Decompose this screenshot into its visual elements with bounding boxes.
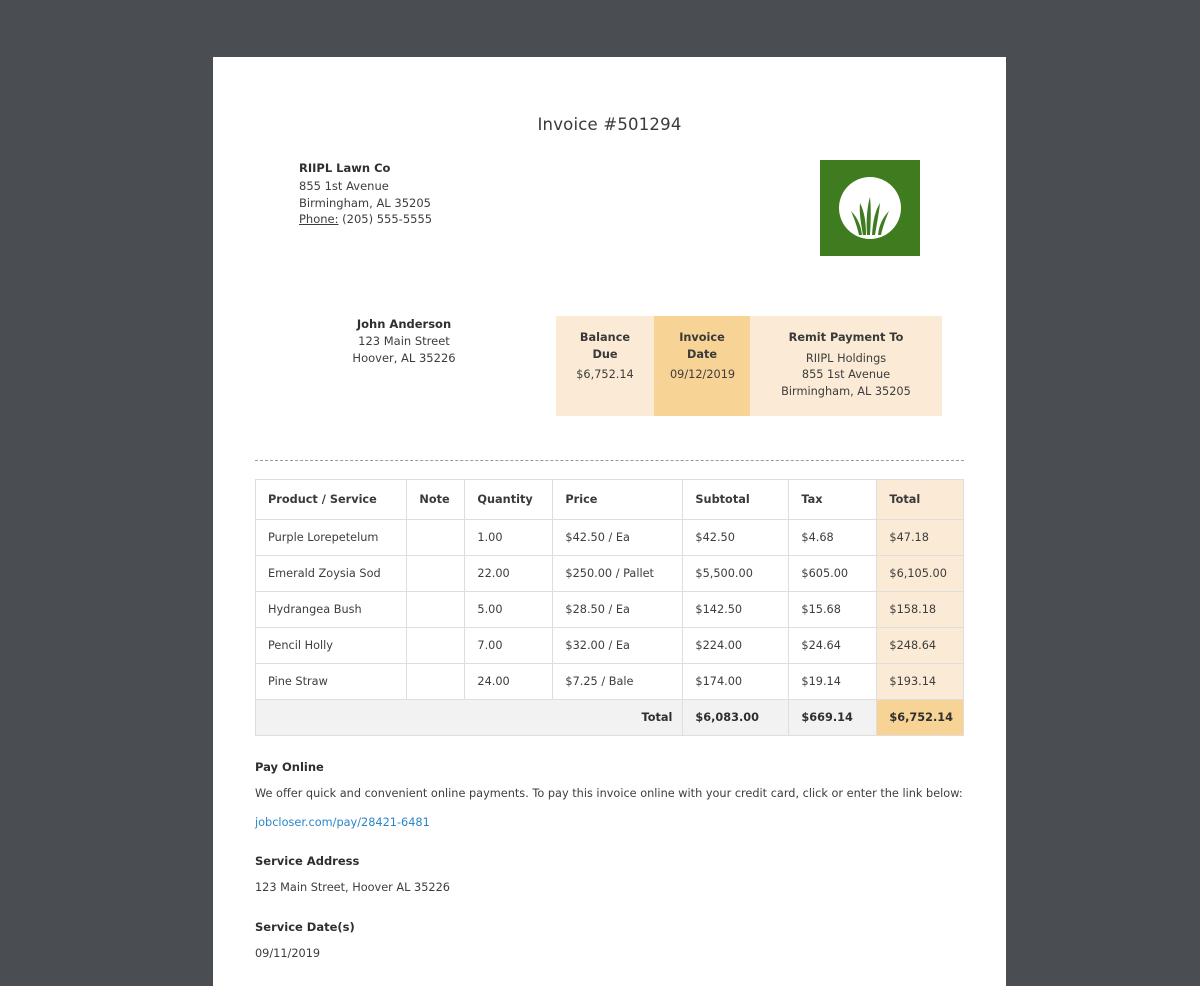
balance-due-label: Balance Due (579, 331, 631, 361)
totals-subtotal: $6,083.00 (683, 700, 789, 736)
table-row (256, 556, 964, 592)
company-phone-value: (205) 555-5555 (342, 212, 433, 227)
table-row (256, 520, 964, 556)
table-row (256, 664, 964, 700)
pay-online-link[interactable]: jobcloser.com/pay/28421-6481 (255, 816, 430, 829)
cell-price: $42.50 / Ea (553, 520, 683, 556)
company-address-line2: Birmingham, AL 35205 (299, 195, 431, 210)
service-address-value: 123 Main Street, Hoover AL 35226 (255, 881, 450, 894)
cell-total: $248.64 (877, 628, 964, 664)
cell-product: Emerald Zoysia Sod (256, 556, 407, 592)
company-phone-label: Phone: (299, 212, 339, 227)
company-address-line1: 855 1st Avenue (299, 178, 389, 193)
remit-line3: Birmingham, AL 35205 (781, 384, 911, 398)
cell-quantity: 5.00 (465, 592, 553, 628)
invoice-date-label: Invoice Date (679, 331, 725, 361)
grass-logo-icon (839, 177, 901, 239)
balance-due-value: $6,752.14 (576, 368, 634, 381)
header-subtotal: Subtotal (683, 480, 789, 520)
totals-row (256, 700, 964, 736)
header-tax: Tax (789, 480, 877, 520)
cell-total: $158.18 (877, 592, 964, 628)
company-logo (820, 160, 920, 256)
company-block (255, 160, 432, 228)
company-phone-row (299, 211, 432, 228)
cell-quantity: 24.00 (465, 664, 553, 700)
cell-price: $28.50 / Ea (553, 592, 683, 628)
cell-tax: $605.00 (789, 556, 877, 592)
remit-line1: RIIPL Holdings (805, 351, 887, 365)
remit-payment-label: Remit Payment To (788, 331, 904, 344)
cell-subtotal: $142.50 (683, 592, 789, 628)
invoice-date-cell (654, 316, 750, 416)
section-divider (255, 460, 964, 461)
bill-to-block (299, 316, 509, 367)
cell-note (407, 556, 465, 592)
bill-to-address-line2: Hoover, AL 35226 (352, 351, 456, 365)
cell-note (407, 592, 465, 628)
invoice-page (213, 57, 1006, 986)
cell-product: Pencil Holly (256, 628, 407, 664)
cell-subtotal: $42.50 (683, 520, 789, 556)
billing-summary-row (255, 316, 964, 416)
cell-quantity: 7.00 (465, 628, 553, 664)
cell-subtotal: $174.00 (683, 664, 789, 700)
cell-price: $7.25 / Bale (553, 664, 683, 700)
cell-total: $6,105.00 (877, 556, 964, 592)
cell-tax: $15.68 (789, 592, 877, 628)
cell-tax: $19.14 (789, 664, 877, 700)
cell-quantity: 22.00 (465, 556, 553, 592)
cell-product: Purple Lorepetelum (256, 520, 407, 556)
line-items-body (256, 520, 964, 736)
totals-label: Total (256, 700, 683, 736)
table-row (256, 628, 964, 664)
header-total: Total (877, 480, 964, 520)
balance-due-cell (556, 316, 654, 416)
header-row (255, 160, 964, 256)
cell-product: Hydrangea Bush (256, 592, 407, 628)
table-header-row (256, 480, 964, 520)
totals-tax: $669.14 (789, 700, 877, 736)
cell-total: $47.18 (877, 520, 964, 556)
cell-note (407, 628, 465, 664)
remit-payment-cell (750, 316, 942, 416)
cell-tax: $4.68 (789, 520, 877, 556)
pay-online-body: We offer quick and convenient online payments. To pay this invoice online with your credit card, click or enter the link below: (255, 787, 963, 800)
cell-note (407, 520, 465, 556)
service-dates-heading: Service Date(s) (255, 920, 355, 934)
header-price: Price (553, 480, 683, 520)
service-dates-value: 09/11/2019 (255, 947, 321, 960)
table-row (256, 592, 964, 628)
company-name: RIIPL Lawn Co (299, 161, 391, 175)
summary-table (556, 316, 942, 416)
pay-online-heading: Pay Online (255, 760, 324, 774)
cell-note (407, 664, 465, 700)
invoice-date-value: 09/12/2019 (670, 368, 736, 381)
cell-quantity: 1.00 (465, 520, 553, 556)
page-title: Invoice #501294 (537, 115, 682, 134)
cell-price: $32.00 / Ea (553, 628, 683, 664)
remit-line2: 855 1st Avenue (801, 368, 891, 381)
cell-subtotal: $5,500.00 (683, 556, 789, 592)
invoice-sheet (213, 57, 1006, 986)
header-note: Note (407, 480, 465, 520)
cell-price: $250.00 / Pallet (553, 556, 683, 592)
cell-product: Pine Straw (256, 664, 407, 700)
line-items-table (255, 479, 964, 736)
bottom-spacer (255, 962, 964, 966)
totals-total: $6,752.14 (877, 700, 964, 736)
cell-tax: $24.64 (789, 628, 877, 664)
line-items-head (256, 480, 964, 520)
bill-to-name: John Anderson (356, 317, 452, 331)
header-quantity: Quantity (465, 480, 553, 520)
cell-total: $193.14 (877, 664, 964, 700)
service-address-heading: Service Address (255, 854, 360, 868)
cell-subtotal: $224.00 (683, 628, 789, 664)
bill-to-address-line1: 123 Main Street (358, 334, 450, 348)
header-product: Product / Service (256, 480, 407, 520)
